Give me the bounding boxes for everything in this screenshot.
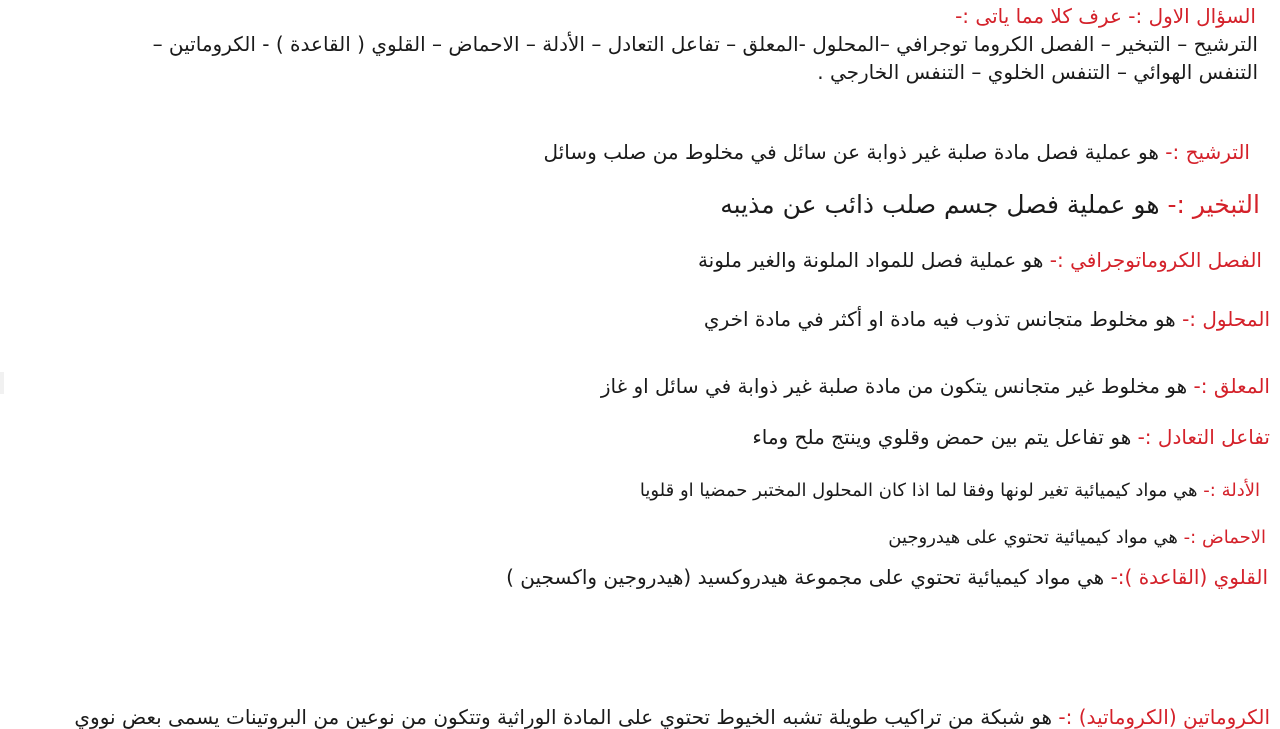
- definition-text: هو شبكة من تراكيب طويلة تشبه الخيوط تحتوي على المادة الوراثية وتتكون من نوعين من البروتينات يسمى بعض نووي: [74, 705, 1053, 729]
- definition-text: هو عملية فصل مادة صلبة غير ذوابة عن سائل في مخلوط من صلب وسائل: [543, 140, 1159, 164]
- definition-term: الأدلة: [1221, 480, 1260, 501]
- definition-term: الكروماتين (الكروماتيد): [1078, 705, 1270, 729]
- definition-term: الترشيح: [1185, 140, 1250, 164]
- definition-chromatin: [74, 705, 1270, 729]
- definition-separator: :-: [1177, 527, 1202, 548]
- definition-separator: :-: [1104, 565, 1125, 589]
- question-title: [955, 4, 1256, 28]
- definition-chromatography: [698, 248, 1262, 272]
- question-title-text: السؤال الاول :- عرف كلا مما ياتى :-: [955, 4, 1256, 28]
- definition-term: المعلق: [1213, 374, 1270, 398]
- definition-text: هو مخلوط غير متجانس يتكون من مادة صلبة غير ذوابة في سائل او غاز: [600, 374, 1188, 398]
- definition-term: تفاعل التعادل: [1157, 425, 1270, 449]
- definition-separator: :-: [1175, 307, 1203, 331]
- definition-term: القلوي (القاعدة ): [1124, 565, 1268, 589]
- definition-text: هو عملية فصل جسم صلب ذائب عن مذيبه: [720, 190, 1160, 219]
- definition-separator: :-: [1052, 705, 1079, 729]
- definition-text: هو تفاعل يتم بين حمض وقلوي وينتج ملح وماء: [752, 425, 1132, 449]
- definition-filtration: [544, 140, 1250, 164]
- definition-text: هي مواد كيميائية تحتوي على مجموعة هيدروكسيد (هيدروجين واكسجين ): [506, 565, 1105, 589]
- definition-separator: :-: [1131, 425, 1158, 449]
- definition-separator: :-: [1158, 140, 1186, 164]
- definition-evaporation: [720, 190, 1260, 219]
- definition-text: هو عملية فصل للمواد الملونة والغير ملونة: [697, 248, 1044, 272]
- definition-text: هي مواد كيميائية تغير لونها وفقا لما اذا كان المحلول المختبر حمضيا او قلويا: [639, 480, 1198, 501]
- definition-neutralization: [752, 425, 1270, 449]
- definition-term: المحلول: [1202, 307, 1270, 331]
- definition-term: الاحماض: [1201, 527, 1266, 548]
- terms-list-line-1: الترشيح – التبخير – الفصل الكروما توجرافي –المحلول -المعلق – تفاعل التعادل – الأدلة – الاحماض – القلوي ( القاعدة ) - الكروماتين –: [152, 32, 1258, 56]
- definition-separator: :-: [1043, 248, 1071, 272]
- definition-suspension: [601, 374, 1270, 398]
- definition-indicators: [640, 480, 1260, 501]
- definition-text: هو مخلوط متجانس تذوب فيه مادة او أكثر في مادة اخري: [703, 307, 1176, 331]
- definition-base: [506, 565, 1268, 589]
- definition-separator: :-: [1187, 374, 1214, 398]
- definition-term: الفصل الكروماتوجرافي: [1070, 248, 1262, 272]
- terms-list-line-2: التنفس الهوائي – التنفس الخلوي – التنفس الخارجي .: [817, 60, 1258, 84]
- definition-acids: [888, 527, 1266, 548]
- definition-text: هي مواد كيميائية تحتوي على هيدروجين: [888, 527, 1178, 548]
- definition-term: التبخير: [1192, 190, 1260, 219]
- definition-separator: :-: [1197, 480, 1222, 501]
- definition-solution: [704, 307, 1270, 331]
- edge-marker: [0, 372, 4, 394]
- definition-separator: :-: [1159, 190, 1193, 219]
